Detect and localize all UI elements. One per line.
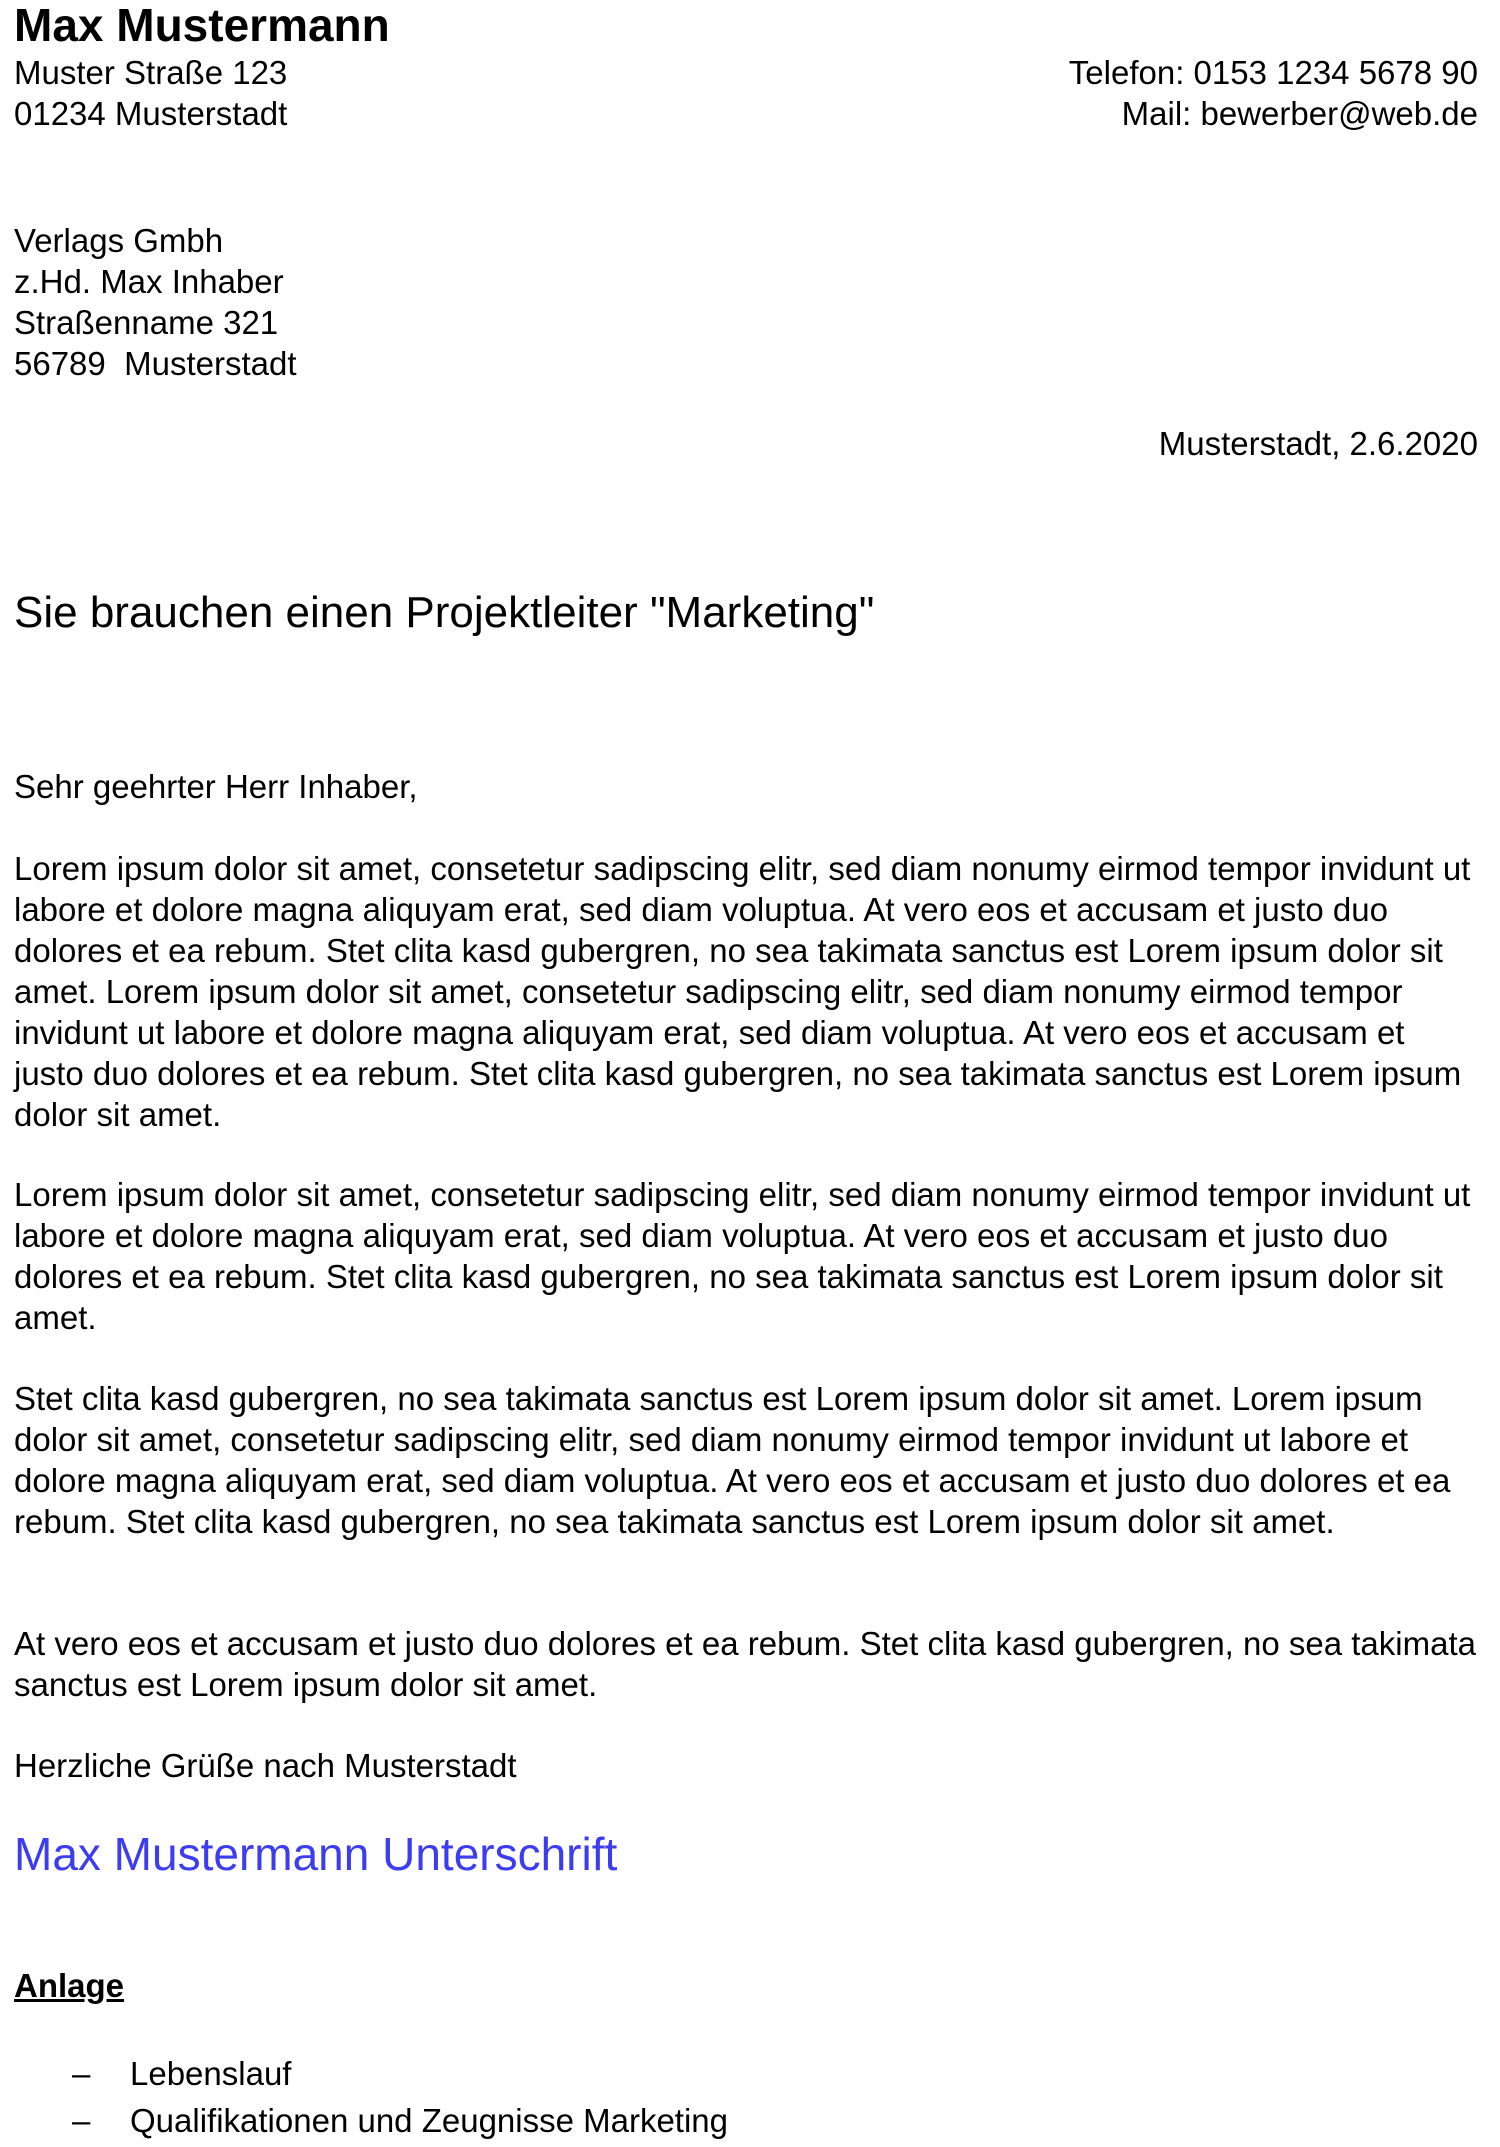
sender-address [14,52,287,134]
sender-mail: Mail: bewerber@web.de [1121,95,1478,132]
salutation: Sehr geehrter Herr Inhaber, [14,768,418,805]
letter-date: Musterstadt, 2.6.2020 [1158,425,1478,462]
recipient-street: Straßenname 321 [14,304,279,341]
recipient-company: Verlags Gmbh [14,222,224,259]
dash-bullet-icon: – [72,2102,91,2139]
body-paragraph-2: Lorem ipsum dolor sit amet, consetetur sadipscing elitr, sed diam nonumy eirmod tempor invidunt ut labore et dolore magna aliquyam erat, sed diam voluptua. At vero eos et accusam et justo duo dolores et ea rebum. Stet clita kasd gubergren, no sea takimata sanctus est Lorem ipsum dolor sit amet. [14,1176,1471,1336]
body-paragraph-4: At vero eos et accusam et justo duo dolores et ea rebum. Stet clita kasd gubergren, no sea takimata sanctus est Lorem ipsum dolor sit amet. [14,1625,1476,1703]
recipient-city: 56789 Musterstadt [14,345,297,382]
attachments-heading: Anlage [14,1967,125,2004]
letter-subject: Sie brauchen einen Projektleiter "Marketing" [14,588,875,637]
attachment-item-label: Lebenslauf [130,2055,292,2092]
dash-bullet-icon: – [72,2055,91,2092]
attachment-item-label: Qualifikationen und Zeugnisse Marketing [130,2102,729,2139]
sender-contact [1069,52,1478,134]
body-paragraph-1: Lorem ipsum dolor sit amet, consetetur sadipscing elitr, sed diam nonumy eirmod tempor invidunt ut labore et dolore magna aliquyam erat, sed diam voluptua. At vero eos et accusam et justo duo dolores et ea rebum. Stet clita kasd gubergren, no sea takimata sanctus est Lorem ipsum dolor sit amet. Lorem ipsum dolor sit amet, consetetur sadipscing elitr, sed diam nonumy eirmod tempor invidunt ut labore et dolore magna aliquyam erat, sed diam voluptua. At vero eos et accusam et justo duo dolores et ea rebum. Stet clita kasd gubergren, no sea takimata sanctus est Lorem ipsum dolor sit amet. [14,850,1471,1133]
recipient-address [14,220,297,384]
closing-line: Herzliche Grüße nach Musterstadt [14,1747,517,1784]
sender-name: Max Mustermann [14,0,390,51]
recipient-attention: z.Hd. Max Inhaber [14,263,284,300]
signature: Max Mustermann Unterschrift [14,1828,618,1880]
sender-phone: Telefon: 0153 1234 5678 90 [1068,54,1478,91]
sender-street: Muster Straße 123 [14,54,288,91]
body-paragraph-3: Stet clita kasd gubergren, no sea takimata sanctus est Lorem ipsum dolor sit amet. Lorem ipsum dolor sit amet, consetetur sadipscing elitr, sed diam nonumy eirmod tempor invidunt ut labore et dolore magna aliquyam erat, sed diam voluptua. At vero eos et accusam et justo duo dolores et ea rebum. Stet clita kasd gubergren, no sea takimata sanctus est Lorem ipsum dolor sit amet. [14,1380,1451,1540]
sender-city: 01234 Musterstadt [14,95,288,132]
